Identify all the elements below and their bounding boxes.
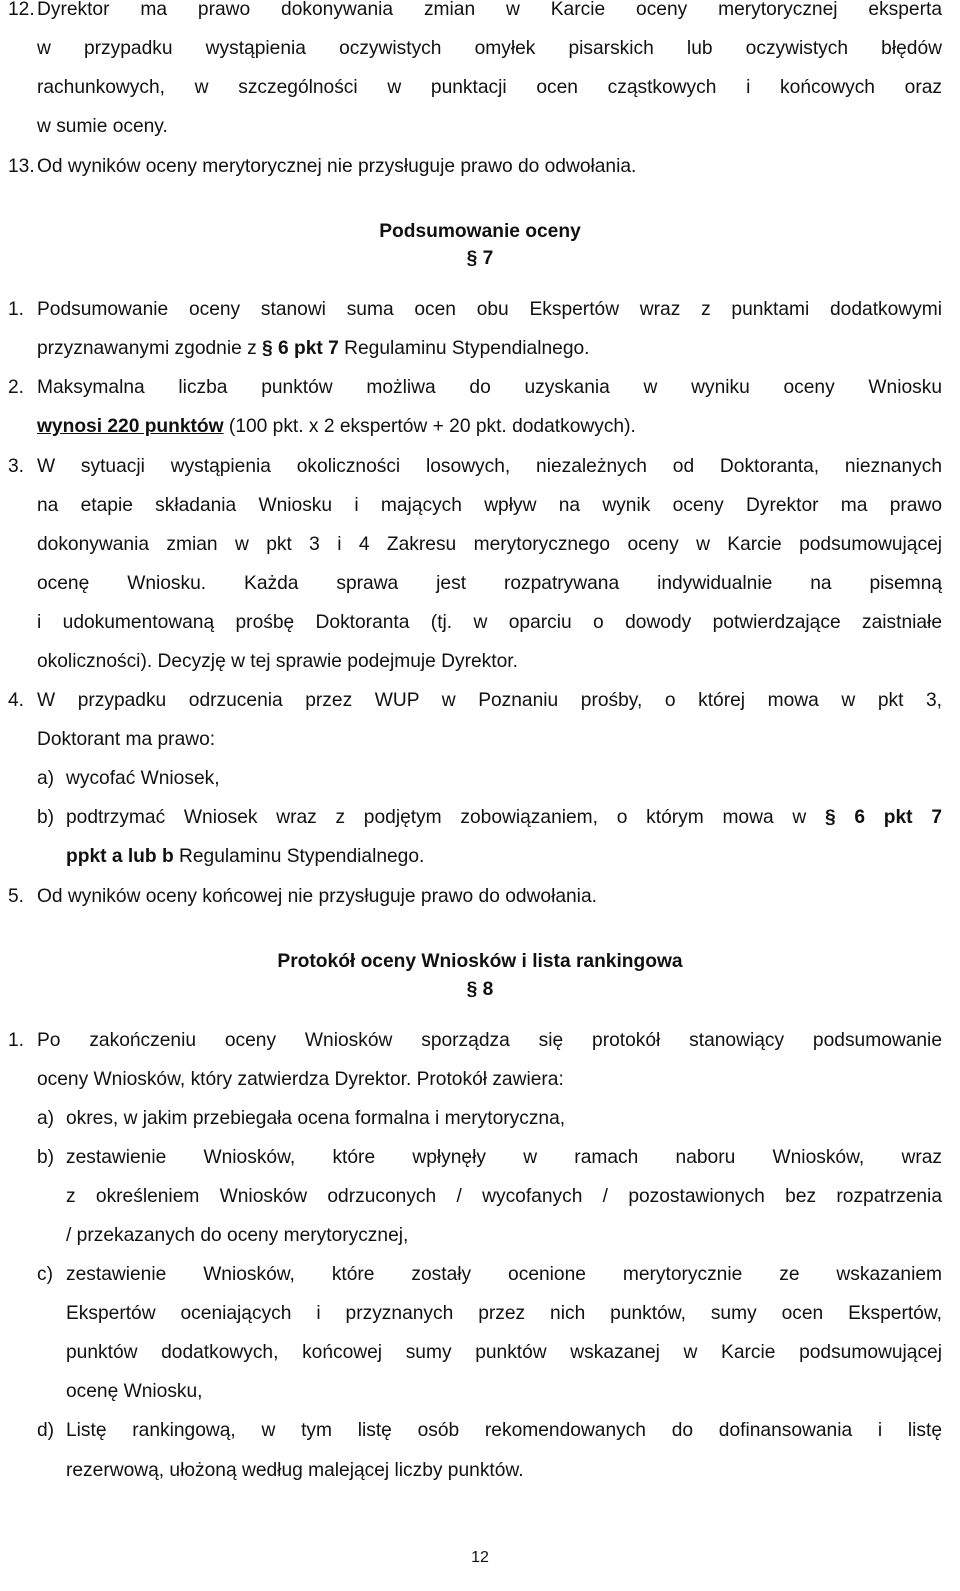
text-line: ocenę Wniosku. Każda sprawa jest rozpatrywana indywidualnie na pisemną: [37, 573, 942, 594]
text-line: zestawienie Wniosków, które wpłynęły w ramach naboru Wniosków, wraz: [66, 1147, 942, 1168]
text-line: [37, 337, 590, 361]
text-line: w sumie oceny.: [37, 116, 168, 137]
text-line: W przypadku odrzucenia przez WUP w Poznaniu prośby, o której mowa w pkt 3,: [37, 690, 942, 711]
text-line: w przypadku wystąpienia oczywistych omyłek pisarskich lub oczywistych błędów: [37, 38, 942, 59]
item-number: 13.: [8, 156, 35, 177]
section-title: Podsumowanie oceny: [379, 221, 581, 242]
item-number: 1.: [8, 1030, 25, 1051]
text-line: Listę rankingową, w tym listę osób rekomendowanych do dofinansowania i listę: [66, 1420, 942, 1441]
reference-bold: § 6 pkt 7: [824, 807, 942, 828]
text-line: rachunkowych, w szczególności w punktacji ocen cząstkowych i końcowych oraz: [37, 77, 942, 98]
text-line: [66, 845, 424, 869]
list-letter: b): [37, 1147, 55, 1168]
text-line: na etapie składania Wniosku i mających wpływ na wynik oceny Dyrektor ma prawo: [37, 495, 942, 516]
section-title: Protokół oceny Wniosków i lista rankingowa: [277, 951, 683, 972]
reference-bold: § 6 pkt 7: [262, 338, 339, 359]
text-line: [37, 415, 636, 439]
list-letter: b): [37, 807, 55, 828]
text-line: Od wyników oceny merytorycznej nie przysługuje prawo do odwołania.: [37, 156, 637, 177]
text-line: oceny Wniosków, który zatwierdza Dyrektor. Protokół zawiera:: [37, 1069, 564, 1090]
list-letter: a): [37, 1108, 55, 1129]
text-run: Regulaminu Stypendialnego.: [173, 846, 425, 867]
text-run: przyznawanymi zgodnie z: [37, 338, 263, 359]
text-line: z określeniem Wniosków odrzuconych / wycofanych / pozostawionych bez rozpatrzenia: [66, 1186, 942, 1207]
text-line: Maksymalna liczba punktów możliwa do uzyskania w wyniku oceny Wniosku: [37, 377, 942, 398]
text-line: Podsumowanie oceny stanowi suma ocen obu Ekspertów wraz z punktami dodatkowymi: [37, 299, 942, 320]
text-line: okoliczności). Decyzję w tej sprawie podejmuje Dyrektor.: [37, 651, 518, 672]
text-run: Regulaminu Stypendialnego.: [338, 338, 590, 359]
item-number: 4.: [8, 690, 25, 711]
text-line: rezerwową, ułożoną według malejącej liczby punktów.: [66, 1460, 524, 1481]
text-line: zestawienie Wniosków, które zostały ocenione merytorycznie ze wskazaniem: [66, 1264, 942, 1285]
text-line: Po zakończeniu oceny Wniosków sporządza się protokół stanowiący podsumowanie: [37, 1030, 942, 1051]
text-line: i udokumentowaną prośbę Doktoranta (tj. w oparciu o dowody potwierdzające zaistniałe: [37, 612, 942, 633]
section-paragraph-mark: § 8: [466, 979, 494, 1000]
text-line: punktów dodatkowych, końcowej sumy punktów wskazanej w Karcie podsumowującej: [66, 1342, 942, 1363]
item-number: 2.: [8, 377, 25, 398]
text-line: ocenę Wniosku,: [66, 1381, 203, 1402]
item-number: 3.: [8, 456, 25, 477]
text-line: Ekspertów oceniających i przyznanych przez nich punktów, sumy ocen Ekspertów,: [66, 1303, 942, 1324]
text-line: Od wyników oceny końcowej nie przysługuje prawo do odwołania.: [37, 886, 597, 907]
page-number: 12: [471, 1549, 489, 1566]
text-run: (100 pkt. x 2 ekspertów + 20 pkt. dodatkowych).: [223, 416, 636, 437]
text-line: okres, w jakim przebiegała ocena formalna i merytoryczna,: [66, 1108, 566, 1129]
text-line: W sytuacji wystąpienia okoliczności losowych, niezależnych od Doktoranta, nieznanych: [37, 456, 942, 477]
section-paragraph-mark: § 7: [466, 248, 494, 269]
item-number: 1.: [8, 299, 25, 320]
item-number: 5.: [8, 886, 25, 907]
text-line: [66, 806, 942, 830]
text-run: podtrzymać Wniosek wraz z podjętym zobowiązaniem, o którym mowa w: [66, 807, 825, 828]
list-letter: d): [37, 1420, 55, 1441]
text-line: Doktorant ma prawo:: [37, 729, 216, 750]
max-points-emphasis: wynosi 220 punktów: [37, 416, 224, 437]
text-line: Dyrektor ma prawo dokonywania zmian w Karcie oceny merytorycznej eksperta: [37, 0, 942, 20]
list-letter: a): [37, 768, 55, 789]
reference-bold: ppkt a lub b: [66, 846, 174, 867]
text-line: wycofać Wniosek,: [66, 768, 220, 789]
text-line: dokonywania zmian w pkt 3 i 4 Zakresu merytorycznego oceny w Karcie podsumowującej: [37, 534, 942, 555]
text-line: / przekazanych do oceny merytorycznej,: [66, 1225, 409, 1246]
list-letter: c): [37, 1264, 53, 1285]
item-number: 12.: [8, 0, 35, 20]
